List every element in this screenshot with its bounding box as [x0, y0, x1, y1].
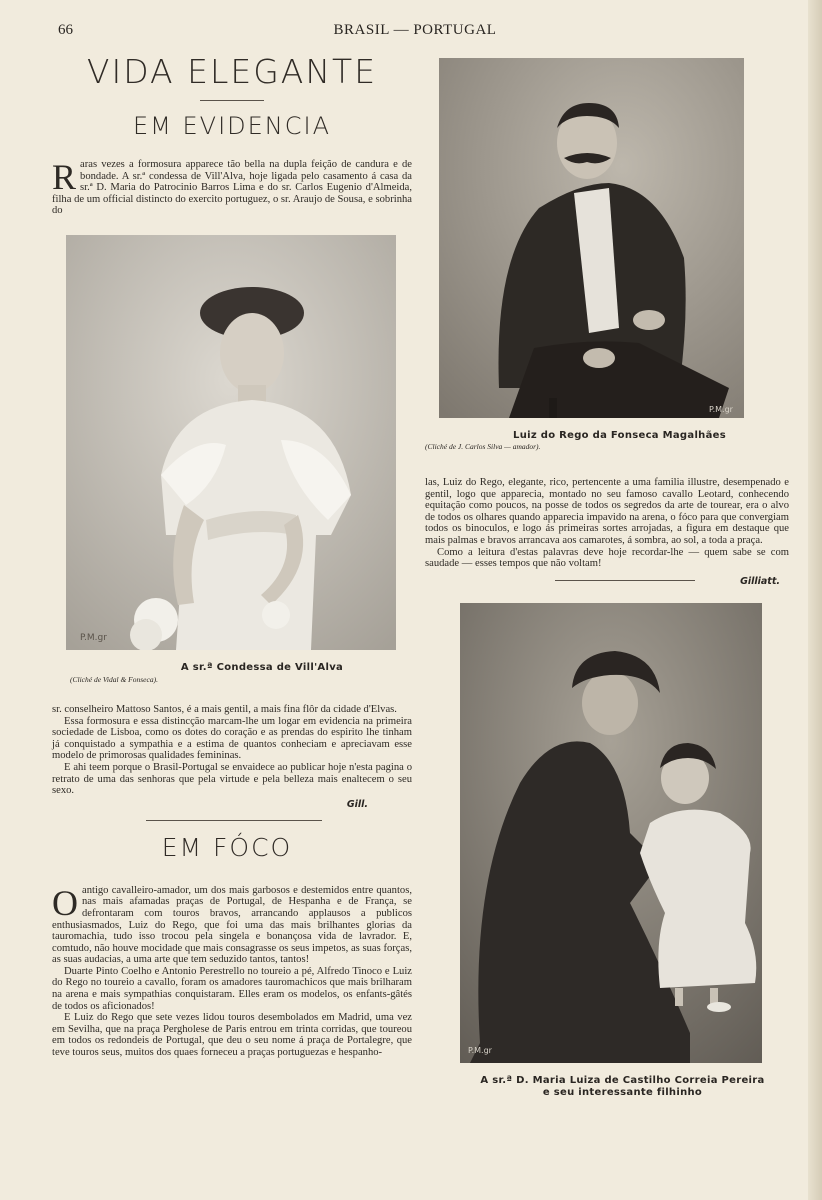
running-title: BRASIL — PORTUGAL	[333, 22, 497, 38]
portrait-illustration	[460, 603, 762, 1063]
em-foco-paragraph-3: E Luiz do Rego que sete vezes lidou touros desembolados em Madrid, uma vez em Sevilha, que na praça Pergholese de Paris entrou em trinta corridas, que toureou em todos os redondeis de Portugal, que deu o seu nome á praça de Portalegre, que teve touros seus, muitos dos quaes forneceu a praças portuguezas e hespanho-	[52, 1012, 412, 1059]
photo-monogram: P.M.gr	[80, 632, 107, 643]
section-divider	[146, 820, 322, 821]
portrait-illustration	[66, 235, 396, 650]
article-subtitle-em-evidencia: EM EVIDENCIA	[132, 112, 331, 140]
condessa-continuation	[52, 704, 412, 797]
em-foco-body	[52, 882, 412, 1059]
dropcap-o: O	[52, 882, 78, 923]
intro-text: aras vezes a formosura apparece tão bella na dupla feição de candura e de bondade. A sr.ª condessa de Vill'Alva, hoje ligada pelo casamento á casa da sr.ª D. Maria do Patrocinio Barros Lima e do sr. Carlos Eugenio d'Almeida, filha de um official distincto do exercito portuguez, o sr. Araujo de Sousa, e sobrinha do	[52, 159, 412, 217]
continuation-paragraph: las, Luiz do Rego, elegante, rico, pertencente a uma familia illustre, desempenado e gentil, logo que apparecia, montado no seu famoso cavallo Leotard, conhecendo equitação como poucos, na posse de todos os segredos da arte de tourear, era o alvo de todos os olhares quando apparecia impavido na arena, o fóco para que convergiam todos os binoculos, e logo ás primeiras sortes arrojadas, a figura em destaque que mais palmas e bravos arrancava aos camarotes, á sombra, ao sol, a toda a praça.	[425, 477, 789, 546]
continuation-paragraph: Essa formosura e essa distincção marcam-lhe um logar em evidencia na primeira sociedade de Lisboa, como os dotes do coração e as prendas do espirito lhe tinham já conquistado a sympathia e a estima de quantos conheciam e apreciavam esse modelo de primorosas qualidades femininas.	[52, 715, 412, 762]
continuation-paragraph: sr. conselheiro Mattoso Santos, é a mais gentil, a mais fina flôr da cidade d'Elvas.	[52, 703, 397, 715]
photo-condessa-villalva	[66, 235, 396, 650]
caption-mother-line-2: e seu interessante filhinho	[542, 1086, 703, 1098]
title-divider	[200, 100, 264, 101]
signature-gilliatt: Gilliatt.	[740, 575, 780, 587]
em-foco-continuation	[425, 477, 789, 570]
right-column	[425, 50, 790, 1098]
photo-monogram: P.M.gr	[709, 405, 733, 414]
article-title-vida-elegante: VIDA ELEGANTE	[86, 52, 378, 91]
continuation-paragraph: Como a leitura d'estas palavras deve hoje recordar-lhe — quem sabe se com saudade — esses tempos que não voltam!	[425, 546, 789, 570]
credit-luiz-do-rego: (Cliché de J. Carlos Silva — amador).	[425, 442, 541, 451]
caption-luiz-do-rego: Luiz do Rego da Fonseca Magalhães	[513, 430, 726, 441]
photo-mother-and-child	[460, 603, 762, 1063]
credit-condessa: (Cliché de Vidal & Fonseca).	[70, 674, 158, 684]
continuation-paragraph: E ahi teem porque o Brasil-Portugal se envaidece ao publicar hoje n'esta pagina o retrato de uma das senhoras que pela virtude e pela belleza mais enaltecem o seu sexo.	[52, 761, 412, 797]
photo-luiz-do-rego	[439, 58, 744, 418]
photo-monogram: P.M.gr	[468, 1045, 492, 1055]
caption-mother-line-1: A sr.ª D. Maria Luiza de Castilho Correia Pereira	[480, 1074, 765, 1086]
dropcap-r: R	[52, 157, 77, 197]
portrait-illustration	[439, 58, 744, 418]
intro-paragraph	[52, 159, 412, 217]
page-spine-shadow	[808, 0, 822, 1200]
em-foco-paragraph-1: Oantigo cavalleiro-amador, um dos mais garbosos e destemidos entre quantos, nas mais afamadas praças de Portugal, de Hespanha e de França, se defrontaram com touros bravos, arrancando applausos a publicos enthusiasmados, Luiz do Rego, que foi uma das mais brilhantes glorias da tauromachia, tudo isso trocou pela singela e bonançosa vida de lavrador. E, comtudo, não houve mocidade que mais consagrasse os seus impetos, as suas forças, as suas audacias, a uma arte que tem seduzido tantos, tantos!	[52, 882, 412, 966]
signature-gill: Gill.	[346, 798, 368, 810]
caption-condessa: A sr.ª Condessa de Vill'Alva	[180, 661, 344, 673]
page-number: 66	[58, 22, 73, 38]
left-column	[52, 50, 412, 1059]
article-title-em-foco: EM FÓCO	[161, 832, 293, 862]
em-foco-paragraph-2: Duarte Pinto Coelho e Antonio Perestrello no toureio a pé, Alfredo Tinoco e Luiz do Rego no toureio a cavallo, foram os amadores tauromachicos que mais brilharam na arena e mais sympathias conquistaram. Elles eram os modelos, os enfants-gâtés de todos os aficionados!	[52, 965, 412, 1012]
